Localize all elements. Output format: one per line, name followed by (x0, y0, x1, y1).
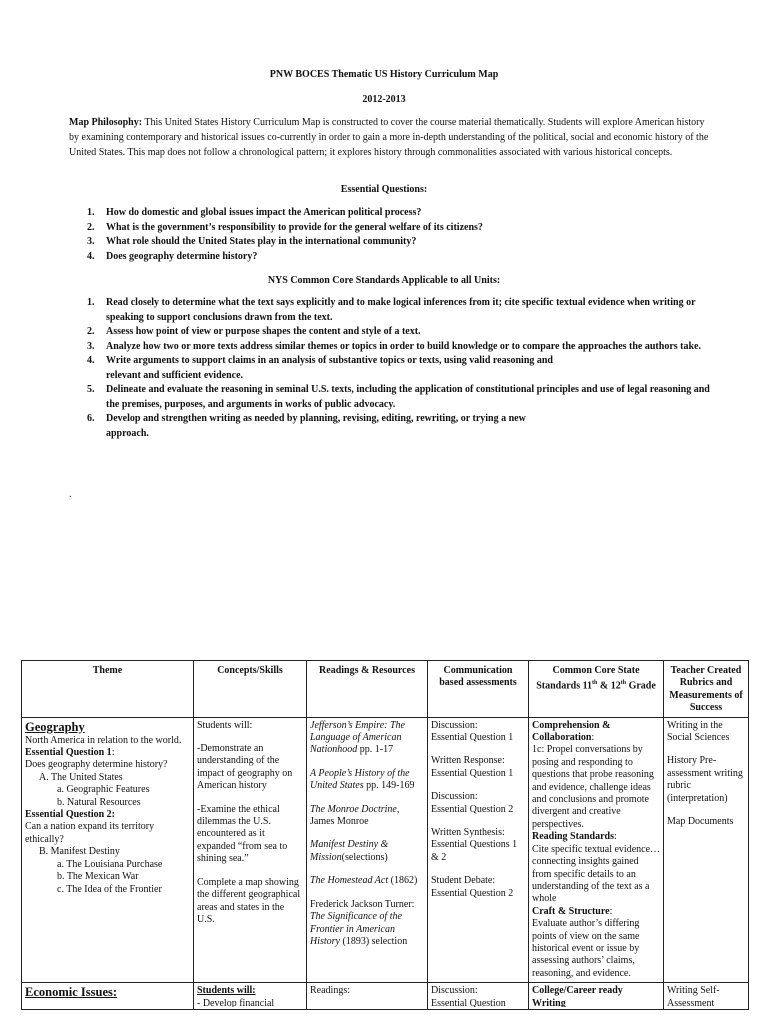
table-header-row (22, 661, 749, 718)
header-theme: Theme (22, 661, 194, 718)
core-text: Evaluate author’s differing points of view on the same historical event or issue by assessing authors’ claims, reasoning, and evidence. (532, 918, 640, 979)
concept-item: - Develop financial (197, 997, 275, 1008)
essential-questions-heading: Essential Questions: (340, 184, 428, 195)
reading-title: Jefferson’s Empire: The Language of American Nationhood (310, 719, 405, 756)
cell-common-core (529, 717, 664, 983)
reading-title: The Homestead Act (310, 875, 389, 887)
concept-item: -Demonstrate an understanding of the impact of geography on American history (197, 743, 293, 792)
header-readings: Readings & Resources (307, 661, 428, 718)
header-core-sup: th (620, 680, 627, 687)
item-text: What is the government’s responsibility to provide for the general welfare of its citizens? (106, 221, 483, 233)
essential-question-item (70, 206, 690, 221)
item-number: 3. (87, 236, 95, 247)
theme-title: Economic Issues: (25, 985, 118, 1000)
standard-item (70, 340, 710, 355)
theme-line: c. The Idea of the Frontier (57, 883, 162, 895)
cell-rubrics (664, 717, 749, 983)
header-common-core (529, 661, 664, 718)
curriculum-map-table (21, 660, 749, 1010)
assessment-type: Student Debate: (431, 875, 496, 887)
core-heading-text: Reading Standards (532, 831, 614, 843)
reading-item (310, 839, 424, 864)
standard-item (70, 383, 710, 412)
item-number: 1. (87, 297, 95, 308)
table-row-economic (22, 983, 749, 1010)
rubric-item: History Pre-assessment writing rubric (interpretation) (667, 755, 743, 804)
core-heading (532, 720, 660, 745)
item-text: Delineate and evaluate the reasoning in seminal U.S. texts, including the application of constitutional principles and use of legal reasoning and the premises, purposes, and arguments in works of public advocacy. (106, 384, 710, 410)
header-core-sup: th (592, 680, 598, 687)
cell-theme (22, 983, 194, 1010)
item-text: Assess how point of view or purpose shapes the content and style of a text. (106, 326, 421, 337)
standard-item (70, 354, 710, 383)
item-number: 3. (87, 340, 95, 352)
assessment-question: Essential Question (431, 997, 506, 1008)
core-colon: : (609, 905, 613, 917)
essential-question-item (70, 250, 690, 265)
item-number: 6. (87, 413, 95, 424)
theme-title: Geography (25, 719, 85, 734)
stray-mark: . (69, 489, 72, 500)
concepts-intro: Students will: (197, 719, 253, 731)
eq-colon: : (111, 747, 115, 759)
item-text: Develop and strengthen writing as needed by planning, revising, editing, rewriting, or trying a new approach. (106, 413, 526, 439)
theme-line: Can a nation expand its territory ethically? (25, 821, 155, 845)
item-text: Does geography determine history? (106, 250, 258, 262)
cell-communication (428, 717, 529, 983)
theme-line: a. Geographic Features (57, 784, 150, 796)
reading-detail: pp. 1-17 (357, 744, 394, 756)
core-heading-text: Writing (532, 997, 566, 1008)
eq-label: Essential Question 2: (25, 809, 116, 821)
philosophy-label: Map Philosophy: (69, 117, 143, 128)
reading-title: A People’s History of the United States (310, 767, 410, 792)
assessment-type: Written Response: (431, 755, 505, 767)
philosophy-text: This United States History Curriculum Map is constructed to cover the course material thematically. Students will explore American history by examining contemporary and historical issues co-currently in order to gain a more in-depth understanding of the political, social and economic history of the United States. This map does not follow a chronological pattern; it explores history through commonalities associated with various historical concepts. (69, 117, 709, 158)
reading-item (310, 768, 424, 793)
cell-theme (22, 717, 194, 983)
standard-item (70, 296, 710, 325)
theme-line (25, 747, 190, 759)
assessment-question: Essential Question 2 (431, 887, 514, 899)
core-heading-text: Comprehension & Collaboration (532, 719, 611, 744)
cell-communication (428, 983, 529, 1010)
theme-line: Does geography determine history? (25, 759, 168, 771)
item-text: What role should the United States play in the international community? (106, 236, 417, 247)
reading-item (310, 804, 424, 829)
cell-concepts (194, 717, 307, 983)
common-core-list (70, 296, 710, 441)
cell-readings (307, 983, 428, 1010)
reading-item (310, 720, 424, 757)
essential-question-item (70, 221, 690, 236)
assessment-question: Essential Question 1 (431, 732, 514, 744)
core-text: Cite specific textual evidence… connecting insights gained from specific details to an understanding of the text as a whole (532, 843, 661, 905)
reading-item (310, 875, 424, 887)
reading-detail: pp. 149-169 (363, 780, 415, 792)
item-number: 5. (87, 384, 95, 395)
core-heading-text: College/Career ready (532, 985, 623, 997)
cell-rubrics (664, 983, 749, 1010)
item-number: 4. (87, 250, 95, 262)
assessment-question: Essential Question 1 (431, 767, 514, 779)
assessment-question: Essential Question 2 (431, 803, 514, 815)
essential-questions-list (70, 206, 690, 264)
rubric-item: Map Documents (667, 816, 734, 828)
reading-detail: , James Monroe (310, 803, 400, 828)
concept-item: -Examine the ethical dilemmas the U.S. encountered as it expanded “from sea to shining sea.” (197, 803, 288, 865)
item-text: Write arguments to support claims in an analysis of substantive topics or texts, using valid reasoning and relevant and sufficient evidence. (106, 355, 553, 381)
readings-label: Readings: (310, 985, 350, 997)
header-communication: Communication based assessments (428, 661, 529, 718)
core-colon: : (591, 732, 595, 744)
theme-line: North America in relation to the world. (25, 734, 182, 746)
reading-title: Manifest Destiny & Mission (310, 839, 389, 863)
header-core-text: & 12 (597, 680, 621, 692)
theme-line: b. The Mexican War (57, 871, 139, 883)
theme-line: B. Manifest Destiny (39, 846, 120, 858)
map-philosophy-paragraph (69, 115, 709, 160)
core-heading (532, 831, 660, 843)
core-heading (532, 906, 660, 918)
reading-detail: (1893) selection (340, 935, 408, 947)
eq-label: Essential Question 1 (25, 747, 112, 759)
theme-line: A. The United States (39, 771, 123, 783)
theme-line: a. The Louisiana Purchase (57, 858, 163, 870)
reading-title: The Monroe Doctrine (310, 803, 397, 815)
rubric-item: Writing Self- (667, 985, 720, 997)
header-rubrics: Teacher Created Rubrics and Measurements of Success (664, 661, 749, 718)
cell-common-core (529, 983, 664, 1010)
reading-detail: (1862) (388, 875, 418, 887)
common-core-heading: NYS Common Core Standards Applicable to all Units: (267, 275, 501, 286)
concepts-intro: Students will: (197, 985, 256, 997)
header-concepts: Concepts/Skills (194, 661, 307, 718)
item-number: 1. (87, 207, 95, 218)
standard-item (70, 412, 710, 441)
item-text: Analyze how two or more texts address similar themes or topics in order to build knowledge or to compare the approaches the authors take. (106, 340, 701, 352)
assessment-type: Discussion: (431, 985, 478, 997)
item-number: 4. (87, 355, 95, 366)
assessment-question: Essential Questions 1 & 2 (431, 839, 518, 863)
assessment-type: Written Synthesis: (431, 827, 505, 839)
table-row-geography (22, 717, 749, 983)
assessment-type: Discussion: (431, 719, 478, 731)
rubric-item: Assessment (667, 997, 715, 1008)
school-year: 2012-2013 (362, 94, 406, 105)
cell-concepts (194, 983, 307, 1010)
reading-item (310, 899, 424, 949)
reading-detail: (selections) (341, 851, 388, 863)
item-number: 2. (87, 326, 95, 337)
document-title: PNW BOCES Thematic US History Curriculum Map (269, 69, 499, 80)
core-colon: : (613, 831, 617, 843)
item-text: Read closely to determine what the text says explicitly and to make logical inferences from it; cite specific textual evidence when writing or speaking to support conclusions drawn from the text. (106, 297, 696, 323)
header-core-text: Common Core State Standards 11 (536, 665, 640, 692)
rubric-item: Writing in the Social Sciences (667, 719, 730, 744)
reading-author: Frederick Jackson Turner: (310, 898, 415, 910)
item-text: How do domestic and global issues impact the American political process? (106, 207, 422, 218)
essential-question-item (70, 235, 690, 250)
item-number: 2. (87, 221, 95, 233)
header-core-text: Grade (626, 680, 656, 692)
reading-title: The Significance of the Frontier in American History (310, 911, 402, 947)
theme-line: b. Natural Resources (57, 796, 141, 808)
standard-item (70, 325, 710, 340)
concept-item: Complete a map showing the different geographical areas and states in the U.S. (197, 876, 301, 925)
core-text: 1c: Propel conversations by posing and responding to questions that probe reasoning and evidence, challenge ideas and conclusions and promote divergent and creative perspectives. (532, 744, 654, 830)
cell-readings (307, 717, 428, 983)
assessment-type: Discussion: (431, 791, 478, 803)
core-heading-text: Craft & Structure (532, 905, 610, 917)
